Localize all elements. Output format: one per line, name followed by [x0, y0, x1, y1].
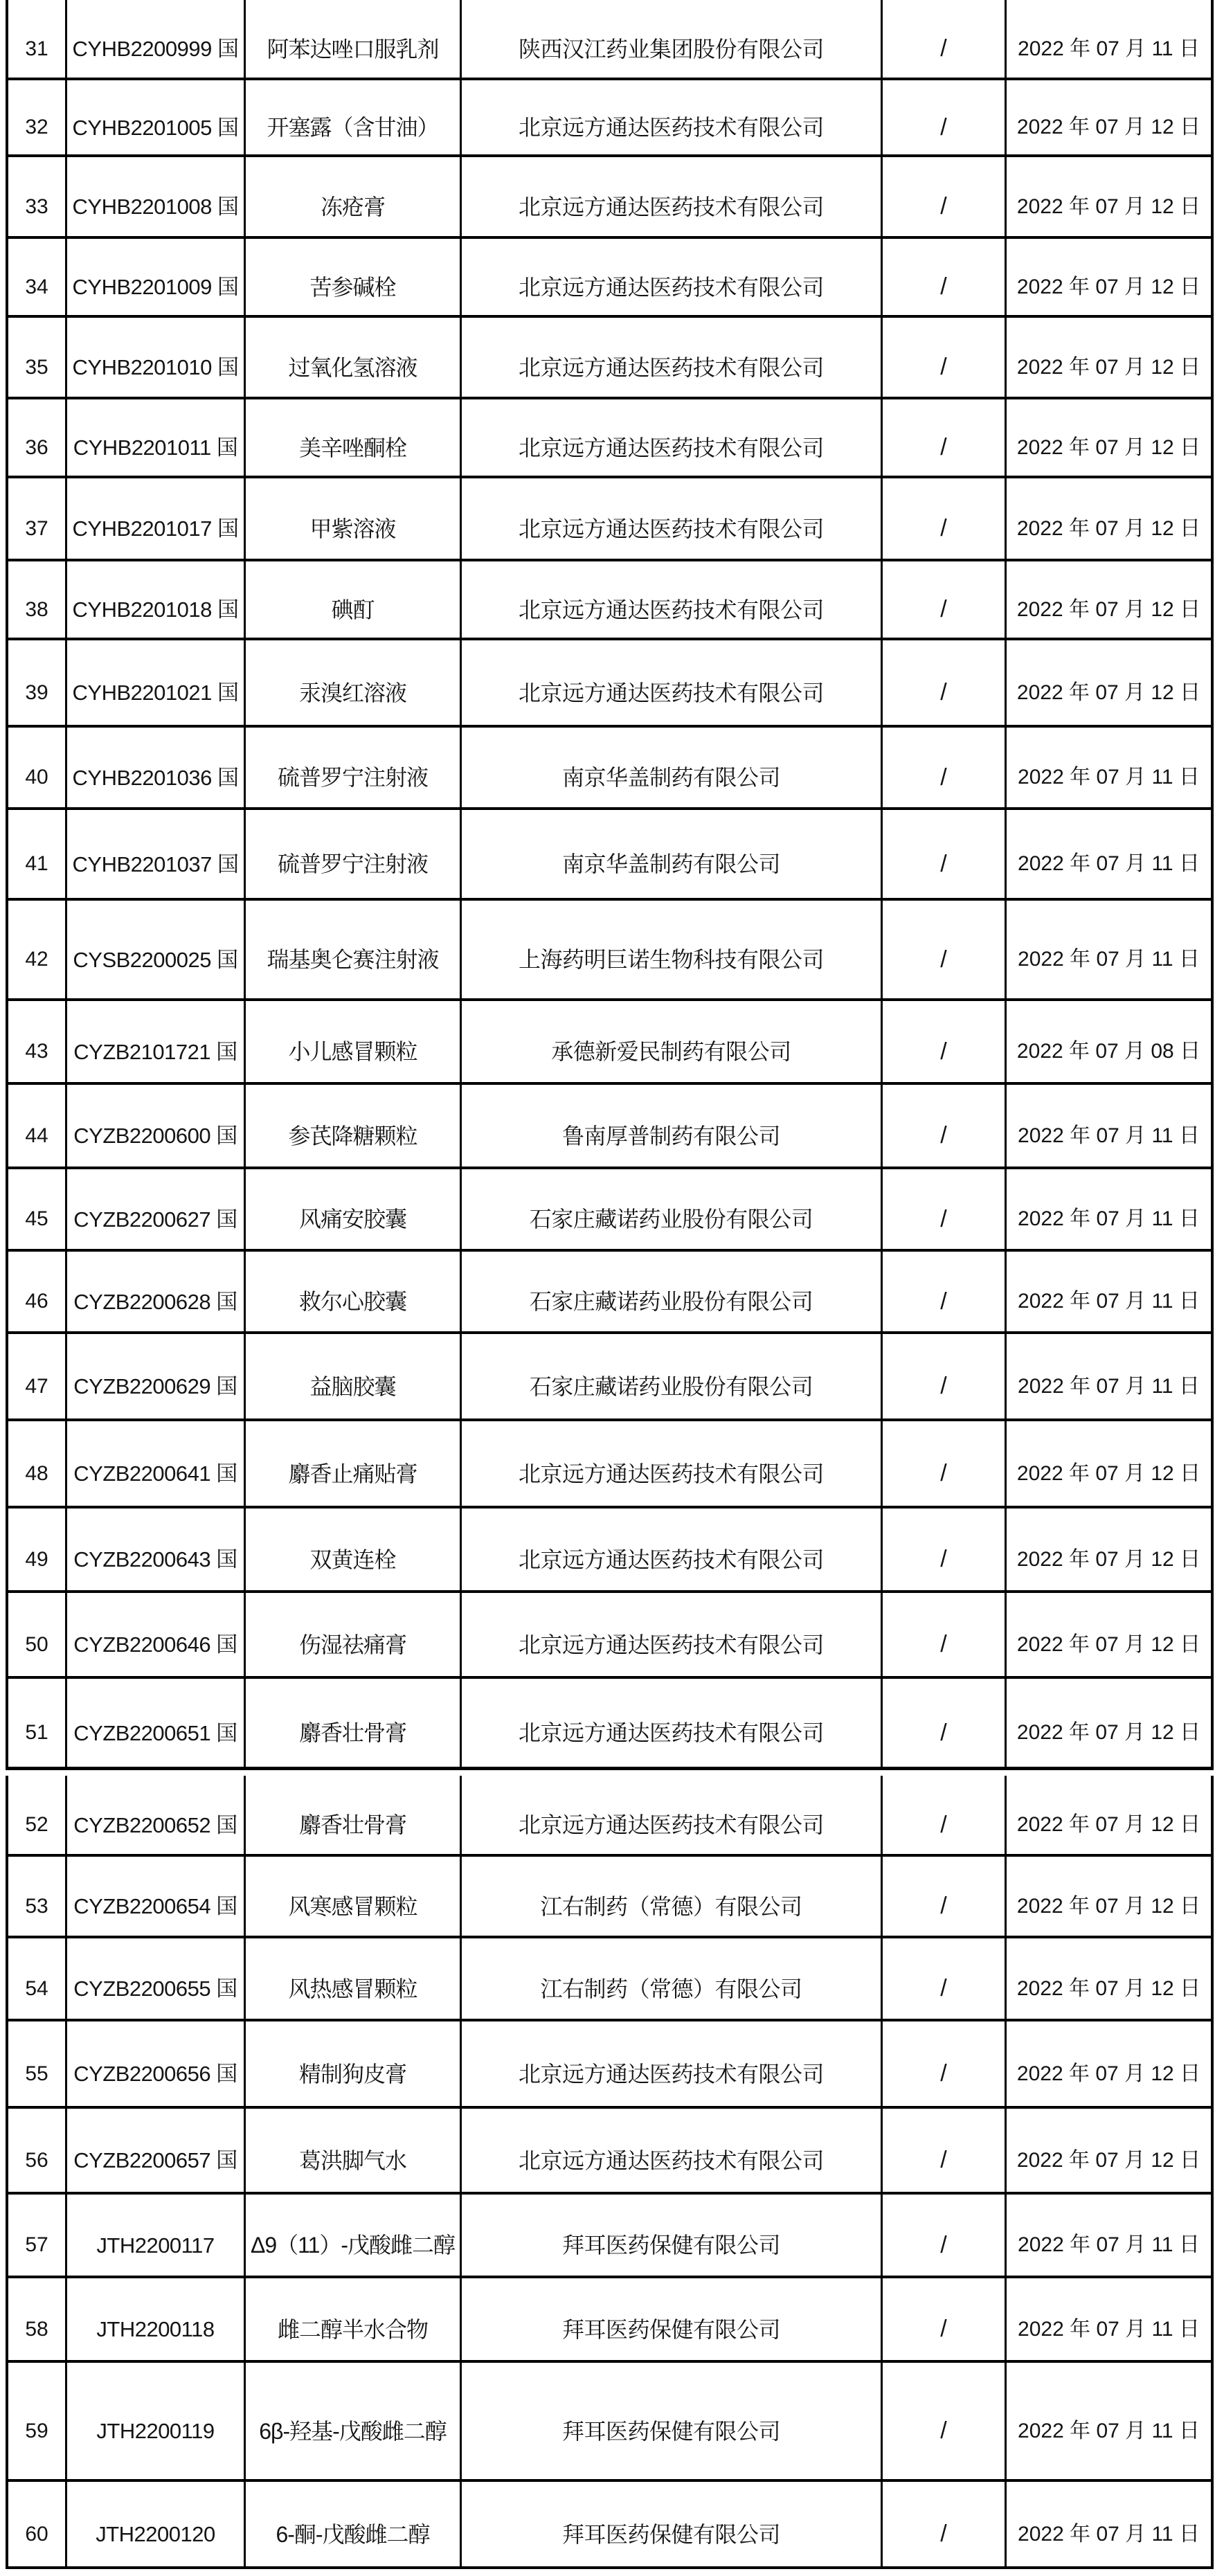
drug-name-cell: 6β-羟基-戊酸雌二醇 [246, 2363, 462, 2479]
drug-name-cell: 冻疮膏 [246, 157, 462, 236]
date-cell: 2022 年 07 月 11 日 [1007, 2482, 1214, 2566]
row-number-cell: 60 [6, 2482, 67, 2566]
table-row [6, 1679, 1214, 1770]
date-cell: 2022 年 07 月 11 日 [1007, 2195, 1214, 2276]
drug-name-cell: 风痛安胶囊 [246, 1169, 462, 1249]
date-cell: 2022 年 07 月 12 日 [1007, 1857, 1214, 1936]
date-cell: 2022 年 07 月 12 日 [1007, 399, 1214, 476]
date-cell: 2022 年 07 月 12 日 [1007, 478, 1214, 559]
date-cell: 2022 年 07 月 11 日 [1007, 0, 1214, 78]
drug-name-cell: 硫普罗宁注射液 [246, 810, 462, 898]
date-cell: 2022 年 07 月 12 日 [1007, 1776, 1214, 1854]
table-row [6, 0, 1214, 80]
acceptance-number-cell: CYZB2200654 国 [67, 1857, 246, 1936]
drug-name-cell: 甲紫溶液 [246, 478, 462, 559]
acceptance-number-cell: CYZB2200646 国 [67, 1593, 246, 1676]
company-name-cell: 拜耳医药保健有限公司 [462, 2278, 883, 2360]
company-name-cell: 北京远方通达医药技术有限公司 [462, 478, 883, 559]
acceptance-number-cell: CYSB2200025 国 [67, 901, 246, 998]
company-name-cell: 陕西汉江药业集团股份有限公司 [462, 0, 883, 78]
row-number-cell: 57 [6, 2195, 67, 2276]
company-name-cell: 北京远方通达医药技术有限公司 [462, 239, 883, 315]
remark-slash-cell: / [883, 561, 1007, 638]
drug-name-cell: 精制狗皮膏 [246, 2021, 462, 2106]
drug-name-cell: 益脑胶囊 [246, 1334, 462, 1418]
company-name-cell: 北京远方通达医药技术有限公司 [462, 157, 883, 236]
company-name-cell: 石家庄藏诺药业股份有限公司 [462, 1334, 883, 1418]
acceptance-number-cell: CYZB2200627 国 [67, 1169, 246, 1249]
table-row [6, 157, 1214, 239]
remark-slash-cell: / [883, 1857, 1007, 1936]
table-row [6, 239, 1214, 318]
acceptance-number-cell: JTH2200120 [67, 2482, 246, 2566]
company-name-cell: 承德新爱民制药有限公司 [462, 1001, 883, 1082]
row-number-cell: 46 [6, 1252, 67, 1331]
drug-name-cell: 硫普罗宁注射液 [246, 728, 462, 807]
drug-name-cell: 麝香壮骨膏 [246, 1776, 462, 1854]
row-number-cell: 41 [6, 810, 67, 898]
remark-slash-cell: / [883, 1001, 1007, 1082]
company-name-cell: 北京远方通达医药技术有限公司 [462, 2109, 883, 2192]
acceptance-number-cell: CYHB2201037 国 [67, 810, 246, 898]
date-cell: 2022 年 07 月 12 日 [1007, 80, 1214, 154]
date-cell: 2022 年 07 月 12 日 [1007, 1421, 1214, 1506]
row-number-cell: 52 [6, 1776, 67, 1854]
row-number-cell: 33 [6, 157, 67, 236]
drug-name-cell: 小儿感冒颗粒 [246, 1001, 462, 1082]
remark-slash-cell: / [883, 0, 1007, 78]
row-number-cell: 38 [6, 561, 67, 638]
date-cell: 2022 年 07 月 11 日 [1007, 1169, 1214, 1249]
table-row [6, 1169, 1214, 1252]
date-cell: 2022 年 07 月 12 日 [1007, 561, 1214, 638]
table-row [6, 399, 1214, 478]
acceptance-number-cell: JTH2200118 [67, 2278, 246, 2360]
acceptance-number-cell: CYZB2200652 国 [67, 1776, 246, 1854]
drug-name-cell: Δ9（11）-戊酸雌二醇 [246, 2195, 462, 2276]
row-number-cell: 35 [6, 318, 67, 397]
company-name-cell: 江右制药（常德）有限公司 [462, 1938, 883, 2019]
date-cell: 2022 年 07 月 12 日 [1007, 157, 1214, 236]
remark-slash-cell: / [883, 478, 1007, 559]
table-row [6, 1252, 1214, 1334]
acceptance-number-cell: CYHB2201021 国 [67, 640, 246, 725]
drug-name-cell: 开塞露（含甘油） [246, 80, 462, 154]
acceptance-number-cell: CYZB2200628 国 [67, 1252, 246, 1331]
company-name-cell: 北京远方通达医药技术有限公司 [462, 561, 883, 638]
row-number-cell: 31 [6, 0, 67, 78]
date-cell: 2022 年 07 月 08 日 [1007, 1001, 1214, 1082]
table-row [6, 1085, 1214, 1169]
date-cell: 2022 年 07 月 11 日 [1007, 1085, 1214, 1167]
row-number-cell: 45 [6, 1169, 67, 1249]
table-row [6, 2109, 1214, 2195]
drug-name-cell: 雌二醇半水合物 [246, 2278, 462, 2360]
remark-slash-cell: / [883, 1334, 1007, 1418]
table-row [6, 1857, 1214, 1938]
date-cell: 2022 年 07 月 12 日 [1007, 1593, 1214, 1676]
row-number-cell: 42 [6, 901, 67, 998]
row-number-cell: 54 [6, 1938, 67, 2019]
company-name-cell: 石家庄藏诺药业股份有限公司 [462, 1252, 883, 1331]
drug-name-cell: 风寒感冒颗粒 [246, 1857, 462, 1936]
table-row [6, 2278, 1214, 2363]
row-number-cell: 37 [6, 478, 67, 559]
company-name-cell: 上海药明巨诺生物科技有限公司 [462, 901, 883, 998]
row-number-cell: 50 [6, 1593, 67, 1676]
table-row [6, 640, 1214, 728]
company-name-cell: 南京华盖制药有限公司 [462, 810, 883, 898]
approval-table [6, 0, 1214, 2576]
company-name-cell: 北京远方通达医药技术有限公司 [462, 1679, 883, 1767]
company-name-cell: 北京远方通达医药技术有限公司 [462, 399, 883, 476]
row-number-cell: 53 [6, 1857, 67, 1936]
company-name-cell: 北京远方通达医药技术有限公司 [462, 640, 883, 725]
drug-name-cell: 美辛唑酮栓 [246, 399, 462, 476]
acceptance-number-cell: CYZB2200600 国 [67, 1085, 246, 1167]
date-cell: 2022 年 07 月 12 日 [1007, 2021, 1214, 2106]
acceptance-number-cell: JTH2200119 [67, 2363, 246, 2479]
remark-slash-cell: / [883, 1252, 1007, 1331]
company-name-cell: 拜耳医药保健有限公司 [462, 2363, 883, 2479]
table-row [6, 2195, 1214, 2278]
acceptance-number-cell: CYHB2201009 国 [67, 239, 246, 315]
drug-name-cell: 葛洪脚气水 [246, 2109, 462, 2192]
table-row [6, 1593, 1214, 1679]
date-cell: 2022 年 07 月 12 日 [1007, 1508, 1214, 1590]
acceptance-number-cell: CYHB2201010 国 [67, 318, 246, 397]
page-break-gap [6, 1770, 1214, 1776]
company-name-cell: 鲁南厚普制药有限公司 [462, 1085, 883, 1167]
date-cell: 2022 年 07 月 11 日 [1007, 901, 1214, 998]
row-number-cell: 55 [6, 2021, 67, 2106]
remark-slash-cell: / [883, 1938, 1007, 2019]
acceptance-number-cell: CYZB2200655 国 [67, 1938, 246, 2019]
table-row [6, 1334, 1214, 1421]
company-name-cell: 北京远方通达医药技术有限公司 [462, 318, 883, 397]
drug-name-cell: 麝香止痛贴膏 [246, 1421, 462, 1506]
row-number-cell: 39 [6, 640, 67, 725]
drug-name-cell: 过氧化氢溶液 [246, 318, 462, 397]
table-row [6, 1938, 1214, 2021]
acceptance-number-cell: CYHB2201017 国 [67, 478, 246, 559]
company-name-cell: 北京远方通达医药技术有限公司 [462, 1593, 883, 1676]
drug-name-cell: 麝香壮骨膏 [246, 1679, 462, 1767]
row-number-cell: 34 [6, 239, 67, 315]
date-cell: 2022 年 07 月 11 日 [1007, 1334, 1214, 1418]
table-row [6, 810, 1214, 901]
drug-name-cell: 风热感冒颗粒 [246, 1938, 462, 2019]
company-name-cell: 拜耳医药保健有限公司 [462, 2482, 883, 2566]
date-cell: 2022 年 07 月 12 日 [1007, 318, 1214, 397]
company-name-cell: 江右制药（常德）有限公司 [462, 1857, 883, 1936]
remark-slash-cell: / [883, 2278, 1007, 2360]
table-row [6, 2363, 1214, 2482]
remark-slash-cell: / [883, 1421, 1007, 1506]
remark-slash-cell: / [883, 1508, 1007, 1590]
acceptance-number-cell: CYZB2200657 国 [67, 2109, 246, 2192]
acceptance-number-cell: CYHB2201036 国 [67, 728, 246, 807]
remark-slash-cell: / [883, 399, 1007, 476]
company-name-cell: 北京远方通达医药技术有限公司 [462, 1421, 883, 1506]
date-cell: 2022 年 07 月 11 日 [1007, 2363, 1214, 2479]
bottom-margin [6, 2569, 1214, 2576]
row-number-cell: 44 [6, 1085, 67, 1167]
row-number-cell: 58 [6, 2278, 67, 2360]
table-row [6, 2482, 1214, 2569]
company-name-cell: 北京远方通达医药技术有限公司 [462, 1508, 883, 1590]
remark-slash-cell: / [883, 239, 1007, 315]
table-row [6, 318, 1214, 399]
row-number-cell: 47 [6, 1334, 67, 1418]
table-row [6, 2021, 1214, 2109]
company-name-cell: 拜耳医药保健有限公司 [462, 2195, 883, 2276]
table-row [6, 1001, 1214, 1085]
acceptance-number-cell: CYZB2200641 国 [67, 1421, 246, 1506]
date-cell: 2022 年 07 月 11 日 [1007, 810, 1214, 898]
acceptance-number-cell: CYHB2201018 国 [67, 561, 246, 638]
remark-slash-cell: / [883, 318, 1007, 397]
row-number-cell: 56 [6, 2109, 67, 2192]
drug-name-cell: 双黄连栓 [246, 1508, 462, 1590]
date-cell: 2022 年 07 月 11 日 [1007, 728, 1214, 807]
remark-slash-cell: / [883, 2109, 1007, 2192]
remark-slash-cell: / [883, 901, 1007, 998]
remark-slash-cell: / [883, 2021, 1007, 2106]
remark-slash-cell: / [883, 728, 1007, 807]
table-row [6, 80, 1214, 157]
row-number-cell: 59 [6, 2363, 67, 2479]
drug-name-cell: 6-酮-戊酸雌二醇 [246, 2482, 462, 2566]
drug-name-cell: 苦参碱栓 [246, 239, 462, 315]
drug-name-cell: 汞溴红溶液 [246, 640, 462, 725]
acceptance-number-cell: CYZB2200629 国 [67, 1334, 246, 1418]
date-cell: 2022 年 07 月 11 日 [1007, 1252, 1214, 1331]
company-name-cell: 石家庄藏诺药业股份有限公司 [462, 1169, 883, 1249]
table-row [6, 1421, 1214, 1508]
drug-name-cell: 参芪降糖颗粒 [246, 1085, 462, 1167]
remark-slash-cell: / [883, 2482, 1007, 2566]
row-number-cell: 36 [6, 399, 67, 476]
table-row [6, 728, 1214, 810]
remark-slash-cell: / [883, 1593, 1007, 1676]
date-cell: 2022 年 07 月 12 日 [1007, 640, 1214, 725]
drug-name-cell: 伤湿祛痛膏 [246, 1593, 462, 1676]
acceptance-number-cell: CYHB2201008 国 [67, 157, 246, 236]
drug-name-cell: 瑞基奥仑赛注射液 [246, 901, 462, 998]
date-cell: 2022 年 07 月 11 日 [1007, 2278, 1214, 2360]
acceptance-number-cell: JTH2200117 [67, 2195, 246, 2276]
acceptance-number-cell: CYHB2201011 国 [67, 399, 246, 476]
row-number-cell: 43 [6, 1001, 67, 1082]
acceptance-number-cell: CYZB2101721 国 [67, 1001, 246, 1082]
remark-slash-cell: / [883, 1679, 1007, 1767]
remark-slash-cell: / [883, 640, 1007, 725]
company-name-cell: 南京华盖制药有限公司 [462, 728, 883, 807]
row-number-cell: 40 [6, 728, 67, 807]
remark-slash-cell: / [883, 157, 1007, 236]
drug-name-cell: 碘酊 [246, 561, 462, 638]
date-cell: 2022 年 07 月 12 日 [1007, 1679, 1214, 1767]
row-number-cell: 48 [6, 1421, 67, 1506]
remark-slash-cell: / [883, 810, 1007, 898]
row-number-cell: 51 [6, 1679, 67, 1767]
table-row [6, 901, 1214, 1001]
table-row [6, 1776, 1214, 1857]
acceptance-number-cell: CYHB2201005 国 [67, 80, 246, 154]
remark-slash-cell: / [883, 2195, 1007, 2276]
table-row [6, 1508, 1214, 1593]
remark-slash-cell: / [883, 80, 1007, 154]
company-name-cell: 北京远方通达医药技术有限公司 [462, 80, 883, 154]
row-number-cell: 49 [6, 1508, 67, 1590]
row-number-cell: 32 [6, 80, 67, 154]
drug-name-cell: 阿苯达唑口服乳剂 [246, 0, 462, 78]
table-row [6, 561, 1214, 640]
remark-slash-cell: / [883, 2363, 1007, 2479]
acceptance-number-cell: CYHB2200999 国 [67, 0, 246, 78]
acceptance-number-cell: CYZB2200656 国 [67, 2021, 246, 2106]
acceptance-number-cell: CYZB2200643 国 [67, 1508, 246, 1590]
date-cell: 2022 年 07 月 12 日 [1007, 239, 1214, 315]
date-cell: 2022 年 07 月 12 日 [1007, 2109, 1214, 2192]
remark-slash-cell: / [883, 1169, 1007, 1249]
company-name-cell: 北京远方通达医药技术有限公司 [462, 2021, 883, 2106]
drug-name-cell: 救尔心胶囊 [246, 1252, 462, 1331]
company-name-cell: 北京远方通达医药技术有限公司 [462, 1776, 883, 1854]
acceptance-number-cell: CYZB2200651 国 [67, 1679, 246, 1767]
table-row [6, 478, 1214, 561]
remark-slash-cell: / [883, 1085, 1007, 1167]
remark-slash-cell: / [883, 1776, 1007, 1854]
date-cell: 2022 年 07 月 12 日 [1007, 1938, 1214, 2019]
